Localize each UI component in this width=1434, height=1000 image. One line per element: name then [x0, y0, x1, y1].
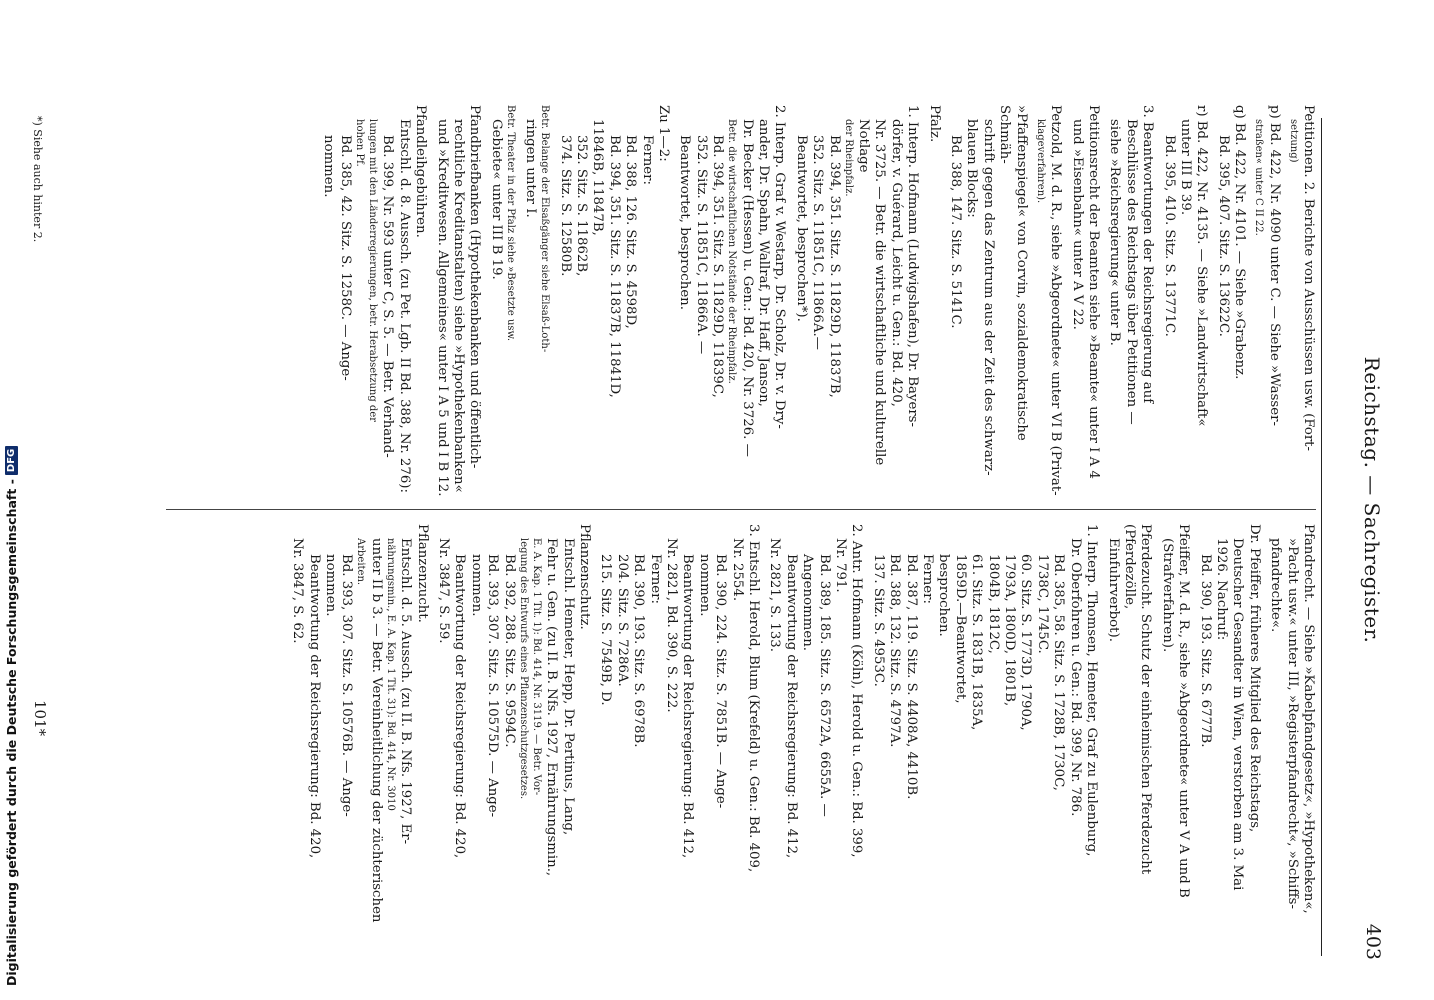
entry-line: Ferner:: [920, 554, 936, 604]
entry-line: Beantwortet, besprochen*).: [793, 135, 809, 322]
register-entry: [435, 524, 592, 944]
entry-heading-line: Pfandleihgebühren.: [413, 105, 429, 238]
register-entry: [1267, 524, 1316, 944]
entry-heading-line: Dr. Pfeiffer, früheres Mitglied des Reichstags,: [1246, 524, 1262, 833]
entry-line: E. A. Kap. 1 Tit. 1): Bd. 414, Nr. 3119. — Betr. Vor-: [530, 538, 542, 796]
entry-heading-line: Petitionsrecht der Beamten siehe »Beamte« unter I A 4: [1085, 105, 1101, 479]
entry-heading-line: Betr. Belange der Elsaßgänger siehe Elsaß-Loth-: [539, 105, 551, 353]
entry-heading-line: Pferdezucht. Schutz der einheimischen Pferdezucht (Pferdezölle,: [1121, 524, 1154, 875]
register-entry: [1252, 105, 1281, 497]
register-entry: [1196, 524, 1262, 944]
entry-line: dörfer, v. Guérard, Leicht u. Gen.: Bd. 420,: [888, 119, 904, 407]
entry-heading-line: Pfeiffer, M. d. R., siehe »Abgeordnete« unter V A und B: [1176, 524, 1192, 898]
entry-line: unter III B 39.: [1177, 119, 1193, 216]
register-entry: [869, 524, 1099, 944]
entry-line: 1804B, 1812C,: [985, 554, 1001, 654]
register-entry: [1104, 524, 1153, 944]
entry-heading-line: Betr. Theater in der Pfalz siehe »Besetzte usw.: [504, 105, 516, 342]
digitization-credit: [0, 0, 22, 1000]
header-rule: [1321, 118, 1322, 956]
entry-heading-line: 3. Beantwortungen der Reichsregierung auf: [1140, 105, 1156, 404]
entry-line: pfandrechte«.: [1268, 538, 1284, 633]
entry-heading-line: Pfalz.: [926, 105, 942, 143]
entry-line: Nr. 2554.: [729, 538, 745, 602]
entry-line: Beantwortung der Reichsregierung: Bd. 412,: [680, 554, 696, 859]
entry-line: Bd. 394, 351. Sitz. S. 11829D, 11837B,: [826, 135, 842, 398]
entry-line: Nr. 791.: [833, 538, 849, 593]
entry-line: der Rheinpfalz.: [842, 119, 854, 197]
register-entry: [320, 105, 428, 497]
entry-line: Fehr u. Gen. (zu II. B. Nfs. 1927, Ernährungsmin.,: [544, 538, 560, 877]
entry-line: Angenommen.: [800, 554, 816, 651]
entry-line: Gebiete« unter III B 19.: [488, 119, 504, 280]
entry-line: 215. Sitz. S. 7549B, D.: [598, 554, 614, 706]
entry-line: 352. Sitz. S. 11851C, 11866A.—: [810, 135, 826, 350]
entry-line: Bd. 387, 119. Sitz. S. 4408A, 4410B.: [903, 554, 919, 800]
register-entry: [597, 524, 761, 944]
register-entry: [556, 105, 671, 497]
entry-line: Bd. 389, 185. Sitz. S. 6572A, 6655A. —: [816, 554, 832, 817]
entry-line: Bd. 390, 193. Sitz. S. 6978B.: [631, 554, 647, 748]
entry-line: Bd. 395, 407. Sitz. S. 13622C.: [1215, 135, 1231, 337]
entry-heading-line: Pflanzenschutz.: [576, 524, 592, 630]
register-entry: [947, 105, 1029, 497]
register-entry: [487, 105, 516, 497]
entry-heading-line: Petzold, M. d. R., siehe »Abgeordnete« unter VI B (Privat-: [1048, 105, 1064, 496]
entry-line: nährungsmin., E. A. Kap. 1 Tit. 31): Bd. 414, Nr. 3010: [384, 538, 396, 811]
entry-line: Bd. 393, 307. Sitz. S. 10576B. — Ange-: [339, 554, 355, 817]
entry-heading-line: p) Bd. 422, Nr. 4090 unter C. — Siehe »Wasser-: [1266, 105, 1282, 426]
entry-line: legung des Entwurfs eines Pflanzenschutzgesetzes.: [517, 538, 529, 800]
entry-heading-line: Pfandbriefbanken (Hypothekenbanken und öffentlich-: [467, 105, 483, 469]
entry-line: siehe »Reichsregierung« unter B.: [1107, 119, 1123, 346]
entry-line: Bd. 388, 132. Sitz. S. 4797A.: [887, 554, 903, 748]
register-entry: [433, 105, 482, 497]
page-number: 403: [1362, 923, 1384, 960]
register-entry: [766, 524, 864, 944]
entry-line: hohen Pf.: [353, 119, 365, 167]
entry-line: Bd. 394, 351. Sitz. S. 11837B, 11841D,: [606, 135, 622, 398]
entry-heading-line: 2. Interp. Graf v. Westarp, Dr. Scholz, Dr. v. Dry-: [772, 105, 788, 429]
entry-line: 1793A, 1800D, 1801B,: [1002, 554, 1018, 707]
entry-line: 374. Sitz. S. 12580B.: [557, 135, 573, 277]
entry-heading-line: 3. Entschl. Herold, Blum (Krefeld) u. Gen.: Bd. 409,: [746, 524, 761, 873]
entry-line: Ferner:: [647, 554, 663, 604]
entry-line: Bd. 388, 147. Sitz. S. 5141C.: [948, 135, 964, 329]
entry-heading-line: 2. Antr. Hofmann (Köln), Herold u. Gen.: Bd. 399,: [849, 524, 865, 858]
entry-line: ringen unter I.: [523, 119, 539, 218]
register-entry: [1034, 105, 1063, 497]
register-entry: [1287, 105, 1316, 497]
entry-line: nommen.: [323, 554, 339, 617]
register-entry: [676, 105, 787, 497]
entry-line: Bd. 390, 224. Sitz. S. 7851B. — Ange-: [713, 554, 729, 809]
entry-line: Bd. 392, 288. Sitz. S. 9594C.: [501, 554, 517, 748]
entry-line: Bd. 385, 58. Sitz. S. 1728B, 1730C,: [1051, 554, 1067, 792]
entry-heading-line: Petitionen. 2. Berichte von Ausschüssen usw. (Fort-: [1301, 105, 1316, 452]
entry-line: rechtliche Kreditanstalten) siehe »Hypothekenbanken«: [450, 119, 466, 493]
entry-line: 204. Sitz. S. 7286A.: [614, 554, 630, 687]
entry-line: 352. Sitz. S. 11851C, 11866A. —: [693, 135, 709, 355]
entry-line: nommen.: [696, 554, 712, 617]
entry-line: und »Kreditwesen. Allgemeines« unter I A 5 und I B 12.: [434, 119, 450, 497]
entry-heading-line: q) Bd. 422, Nr. 4101. — Siehe »Grabenz.: [1232, 105, 1248, 380]
entry-line: Bd. 399, Nr. 593 unter C, S. 5. — Betr. Verhand-: [380, 135, 396, 458]
entry-line: nommen.: [468, 554, 484, 617]
entry-line: Entschl. d. 8. Aussch. (zu Pet. Lgb. II Bd. 388, Nr. 276):: [396, 119, 412, 493]
entry-line: Beschlüsse des Reichstags über Petitionen —: [1123, 119, 1139, 425]
entry-line: 60. Sitz. S. 1773D, 1790A,: [1018, 554, 1034, 731]
entry-line: schrift gegen das Zentrum aus der Zeit des schwarz-: [980, 119, 996, 476]
entry-line: Bd. 385, 42. Sitz. S. 1258C. — Ange-: [337, 135, 353, 381]
entry-heading-line: Pflanzenzucht.: [414, 524, 430, 623]
entry-line: straßen« unter C II 22.: [1253, 119, 1265, 236]
running-title: Reichstag. — Sachregister.: [1360, 356, 1384, 644]
entry-line: »Pacht usw.« unter III, »Registerpfandrecht«, »Schiffs-: [1284, 538, 1300, 909]
entry-line: Nr. 3725. — Betr. die wirtschaftliche und kulturelle Notlage: [856, 119, 888, 466]
entry-line: besprochen.: [936, 554, 952, 637]
entry-line: 61. Sitz. S. 1831B, 1835A,: [969, 554, 985, 731]
entry-line: Bd. 394, 351. Sitz. S. 11829D, 11839C,: [710, 135, 726, 398]
register-entry: [1068, 105, 1101, 497]
entry-line: 1926. Nachruf:: [1213, 538, 1229, 641]
entry-line: nommen.: [321, 135, 337, 198]
entry-line: Dr. Becker (Hessen) u. Gen.: Bd. 420, Nr. 3726. —: [739, 119, 755, 457]
entry-heading-line: »Pfaffenspiegel« von Corvin, sozialdemokratische Schmäh-: [997, 105, 1029, 441]
entry-line: ander, Dr. Spahn, Wallraf, Dr. Haff, Janson,: [756, 119, 772, 407]
entry-line: blauen Blocks:: [964, 119, 980, 218]
left-column: [315, 105, 1316, 497]
entry-heading-line: 1. Interp. Thomsen, Hemeter, Graf zu Eulenburg,: [1084, 524, 1100, 857]
entry-line: Entschl. Hemeter, Hepp, Dr. Pertinus, Lang,: [560, 538, 576, 836]
footnote: *) Siehe auch hinter 2.: [31, 116, 44, 243]
entry-line: Nr. 3847, S. 59.: [436, 538, 452, 644]
entry-line: Entschl. d. 5. Aussch. (zu II. B. Nfs. 1927, Er-: [398, 538, 414, 845]
digitization-credit-text: Digitalisierung gefördert durch die Deutsche Forschungsgemeinschaft -: [3, 479, 19, 986]
entry-line: Betr. die wirtschaftlichen Notstände der Rheinpfalz.: [726, 119, 738, 384]
entry-line: Bd. 390, 193. Sitz. S. 6777B.: [1197, 554, 1213, 748]
register-entry: [1214, 105, 1247, 497]
entry-line: Dr. Oberfohren u. Gen.: Bd. 399, Nr. 786.: [1067, 538, 1083, 817]
register-entry: [289, 524, 430, 944]
entry-heading-line: r) Bd. 422, Nr. 4135. — Siehe »Landwirtschaft«: [1194, 105, 1210, 427]
entry-line: Arbeiten.: [355, 538, 367, 586]
entry-line: Nr. 3847, S. 62.: [290, 538, 306, 644]
dfg-logo: DFG: [5, 446, 18, 475]
entry-line: Beantwortung der Reichsregierung: Bd. 420,: [452, 554, 468, 859]
entry-line: setzung): [1287, 119, 1299, 163]
entry-line: Bd. 388, 126. Sitz. S. 4598D,: [623, 135, 639, 329]
entry-line: 137. Sitz. S. 4953C.: [870, 554, 886, 687]
footer-signature-mark: 101*: [31, 700, 49, 737]
entry-line: 352. Sitz. S. 11862B,: [573, 135, 589, 277]
column-divider: [166, 509, 1316, 510]
entry-line: Ferner:: [639, 135, 655, 185]
register-entry: [1160, 105, 1209, 497]
entry-line: unter II b 3. — Betr. Vereinheitlichung der züchterischen: [368, 538, 384, 923]
entry-line: lungen mit den Länderregierungen, betr. Herabsetzung der: [366, 119, 378, 423]
register-entry: [1106, 105, 1155, 497]
entry-line: Bd. 395, 410. Sitz. S. 13771C.: [1161, 135, 1177, 337]
entry-line: Einfuhrverbot).: [1105, 538, 1121, 642]
entry-line: und »Eisenbahn« unter A V 22.: [1069, 119, 1085, 330]
entry-line: klageverfahren).: [1034, 119, 1046, 204]
entry-line: Nr. 2821, Bd. 390, S. 222.: [663, 538, 679, 713]
entry-line: Beantwortet, besprochen.: [677, 135, 693, 310]
entry-line: 1859D.—Beantwortet,: [952, 554, 968, 704]
entry-line: 11846B, 11847B,: [590, 119, 606, 236]
entry-heading-line: 1. Interp. Hofmann (Ludwigshafen), Dr. Bayers-: [905, 105, 921, 427]
register-entry: [925, 105, 941, 497]
entry-line: Nr. 2821, S. 133.: [767, 538, 783, 652]
register-entry: [522, 105, 551, 497]
entry-line: Beantwortung der Reichsregierung: Bd. 420,: [306, 554, 322, 859]
entry-line: Bd. 393, 307. Sitz. S. 10575D. — Ange-: [485, 554, 501, 818]
entry-heading-line: Zu 1—2:: [656, 105, 671, 162]
entry-line: 1738C, 1745C.: [1034, 554, 1050, 654]
entry-line: (Strafverfahren).: [1159, 538, 1175, 653]
entry-heading-line: Pfandrecht. — Siehe »Kabelpfandgesetz«, »Hypotheken«,: [1301, 524, 1316, 914]
right-column: [284, 524, 1316, 944]
entry-line: Beantwortung der Reichsregierung: Bd. 412,: [783, 554, 799, 859]
entry-line: Deutscher Gesandter in Wien, verstorben am 3. Mai: [1230, 538, 1246, 891]
register-entry: [1158, 524, 1191, 944]
register-entry: [792, 105, 920, 497]
